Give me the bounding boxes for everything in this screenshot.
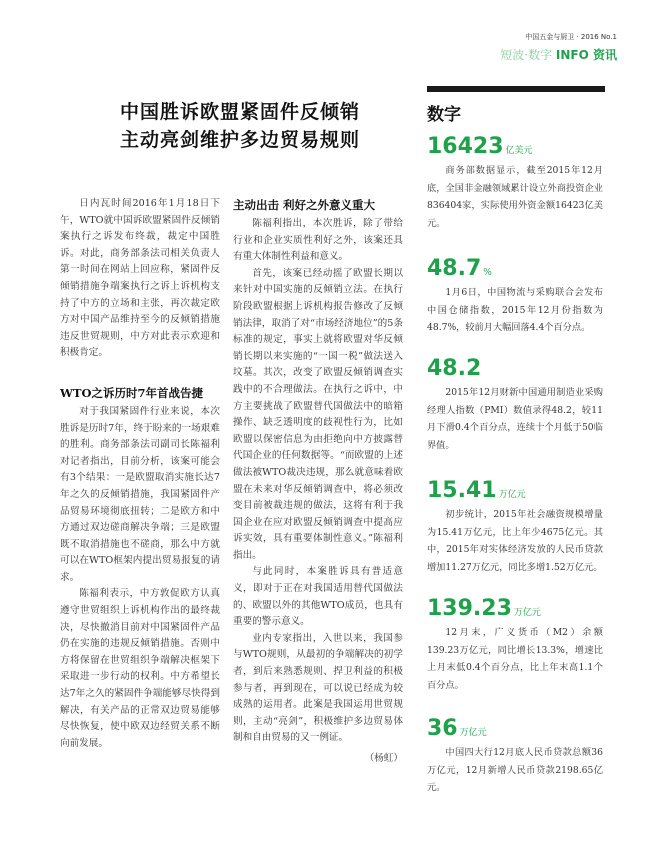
numbers-column xyxy=(427,100,603,793)
stat-item xyxy=(427,478,603,576)
stat-text: 1月6日，中国物流与采购联合会发布中国仓储指数，2015年12月份指数为48.7%，较前月大幅回落4.4个百分点。 xyxy=(427,287,603,333)
article-paragraph: 首先，该案已经动摇了欧盟长期以来针对中国实施的反倾销立法。在执行阶段欧盟根据上诉机构报告修改了反倾销法律，取消了对“市场经济地位”的5条标准的规定，事实上就将欧盟对华反倾销长期以来实施的“一国一税”做法送入坟墓。其次，改变了欧盟反倾销调查实践中的不合理做法。在执行之诉中，中方主要挑战了欧盟替代国做法中的暗箱操作、缺乏透明度的歧视性行为，比如欧盟以保密信息为由拒绝向中方披露替代国企业的任何数据等。“而欧盟的上述做法被WTO裁决违规，那么就意味着欧盟在未来对华反倾销调查中，将必须改变目前被裁违规的做法，这将有利于我国企业在应对欧盟反倾销调查中提高应诉实效，具有重要体制性意义。”陈福利指出。 xyxy=(233,267,403,561)
stat-unit: 万亿元 xyxy=(513,608,541,618)
article-paragraph: 日内瓦时间2016年1月18日下午，WTO就中国诉欧盟紧固件反倾销案执行之诉发布终裁，裁定中国胜诉。对此，商务部条法司相关负责人第一时间在网站上回应称，紧固件反倾销措施争端案执行之诉上诉机构支持了中方的立场和主张，再次裁定欧方对中国产品维持至今的反倾销措施违反世贸规则，中方对此表示欢迎和积极肯定。 xyxy=(60,198,220,359)
article-subhead: WTO之诉历时7年首战告捷 xyxy=(60,385,203,400)
section-label xyxy=(500,46,617,63)
stat-text: 中国四大行12月底人民币贷款总额36万亿元，12月新增人民币贷款2198.65亿元。 xyxy=(427,747,603,793)
stat-unit: % xyxy=(483,268,492,278)
stat-unit: 万亿元 xyxy=(498,490,526,500)
article-paragraph: 业内专家指出，入世以来，我国参与WTO规则，从最初的争端解决的初学者，到后来熟悉规则、捍卫利益的积极参与者，再到现在，可以说已经成为较成熟的运用者。此案是我国运用世贸规则，主动“亮剑”，积极维护多边贸易体制和自由贸易的又一例证。 xyxy=(233,632,403,744)
article-paragraph: 陈福利表示，中方敦促欧方认真遵守世贸组织上诉机构作出的最终裁决，尽快撤消目前对中国紧固件产品仍在实施的违规反倾销措施。否则中方将保留在世贸组织争端解决框架下采取进一步行动的权利。中方希望长达7年之久的紧固件争端能够尽快得到解决，有关产品的正常双边贸易能够尽快恢复，使中欧双边经贸关系不断向前发展。 xyxy=(60,588,220,749)
stat-item xyxy=(427,356,603,454)
numbers-title: 数字 xyxy=(427,105,461,125)
stat-text: 12月末，广义货币（M2）余额139.23万亿元，同比增长13.3%，增速比上月末低0.4个百分点，比上年末高1.1个百分点。 xyxy=(427,627,603,691)
stat-text: 商务部数据显示，截至2015年12月底，全国非金融领域累计设立外商投资企业836404家，实际使用外资金额16423亿美元。 xyxy=(427,165,603,229)
stat-unit: 万亿元 xyxy=(459,728,487,738)
article-column-1 xyxy=(60,196,220,752)
article-column-2 xyxy=(233,196,403,768)
stat-number: 15.41 xyxy=(427,478,497,503)
stat-unit: 亿美元 xyxy=(505,146,533,156)
numbers-header-bar xyxy=(427,86,605,92)
stat-number: 139.23 xyxy=(427,596,512,621)
stat-number: 36 xyxy=(427,716,458,741)
article-paragraph: 对于我国紧固件行业来说，本次胜诉是历时7年，终于盼来的一场艰难的胜利。商务部条法司副司长陈福利对记者指出，目前分析，该案可能会有3个结果：一是欧盟取消实施长达7年之久的反倾销措施，我国紧固件产品贸易环境彻底扭转；二是欧方和中方通过双边磋商解决争端；三是欧盟既不取消措施也不磋商，那么中方就可以在WTO框架内提出贸易报复的请求。 xyxy=(60,405,220,583)
stat-item xyxy=(427,134,603,232)
article-title-line2: 主动亮剑维护多边贸易规则 xyxy=(119,129,360,151)
section-part1: 短波 xyxy=(500,48,525,62)
stat-number: 16423 xyxy=(427,134,504,159)
article-paragraph: 与此同时，本案胜诉具有普适意义，即对于正在对我国适用替代国做法的、欧盟以外的其他WTO成员，也具有重要的警示意义。 xyxy=(233,566,403,628)
stat-item xyxy=(427,716,603,797)
section-separator: · xyxy=(524,48,529,62)
stat-text: 初步统计，2015年社会融资规模增量为15.41万亿元，比上年少4675亿元。其中，2015年对实体经济发放的人民币贷款增加11.27万亿元，同比多增1.52万亿元。 xyxy=(427,509,603,573)
masthead: 中国五金与厨卫 · 2016 No.1 xyxy=(525,33,617,41)
article-title-line1: 中国胜诉欧盟紧固件反倾销 xyxy=(119,101,360,123)
stat-item xyxy=(427,596,603,694)
section-part2: 数字 xyxy=(528,48,553,62)
article-byline: （杨虹） xyxy=(364,753,403,764)
stat-item xyxy=(427,256,603,337)
stat-text: 2015年12月财新中国通用制造业采购经理人指数（PMI）数值录得48.2，较11月下滑0.4个百分点，连续十个月低于50临界值。 xyxy=(427,387,603,451)
section-part3: INFO 资讯 xyxy=(555,48,617,62)
article-paragraph: 陈福利指出，本次胜诉，除了带给行业和企业实质性利好之外，该案还具有重大体制性利益和意义。 xyxy=(233,218,403,263)
stat-number: 48.2 xyxy=(427,356,482,381)
stat-number: 48.7 xyxy=(427,256,482,281)
article-subhead: 主动出击 利好之外意义重大 xyxy=(233,198,376,212)
article-title xyxy=(80,98,400,154)
